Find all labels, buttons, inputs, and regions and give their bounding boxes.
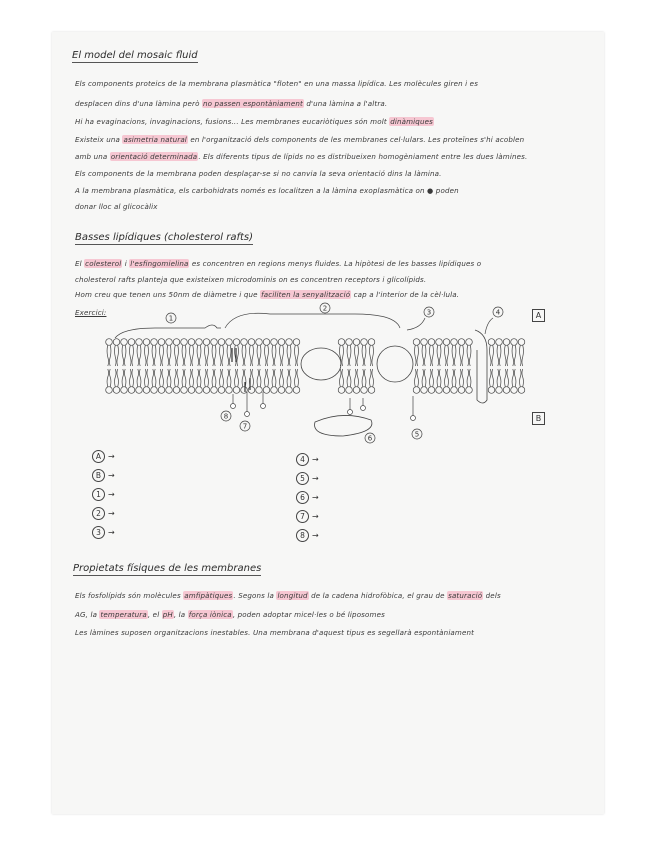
text-line: Els fosfolípids són molècules amfipàtiques. Segons la longitud de la cadena hidrofòbica, el grau de saturació dels <box>75 591 501 600</box>
phospholipid-head <box>421 387 428 394</box>
answer-row <box>296 510 319 523</box>
phospholipid-tail <box>220 345 224 366</box>
phospholipid-head <box>413 387 420 394</box>
phospholipid-head <box>503 339 510 346</box>
phospholipid-head <box>143 339 150 346</box>
text-line: A la membrana plasmàtica, els carbohidrats només es localitzen a la làmina exoplasmàtica on ● poden <box>75 186 459 195</box>
bracket-1 <box>115 325 221 338</box>
phospholipid-head <box>128 339 135 346</box>
phospholipid-tail <box>250 345 254 366</box>
phospholipid-head <box>203 339 210 346</box>
phospholipid-tail <box>370 345 374 366</box>
arrow-icon: → <box>108 490 115 499</box>
phospholipid-head <box>136 339 143 346</box>
phospholipid-tail <box>272 345 276 366</box>
phospholipid-head <box>496 387 503 394</box>
phospholipid-tail <box>122 345 126 366</box>
phospholipid-tail <box>212 369 216 387</box>
phospholipid-tail <box>107 369 111 387</box>
phospholipid-head <box>428 339 435 346</box>
phospholipid-head <box>458 339 465 346</box>
phospholipid-tail <box>460 345 464 366</box>
section-title-rafts: Basses lipídiques (cholesterol rafts) <box>75 232 254 243</box>
phospholipid-head <box>121 387 128 394</box>
callout-7: 7 <box>242 422 248 431</box>
callout-8: 8 <box>223 412 229 421</box>
phospholipid-head <box>226 387 233 394</box>
phospholipid-head <box>518 387 525 394</box>
phospholipid-head <box>241 387 248 394</box>
peripheral-protein <box>315 415 372 436</box>
phospholipid-head <box>271 339 278 346</box>
phospholipid-tail <box>422 369 426 387</box>
phospholipid-head <box>271 387 278 394</box>
phospholipid-head <box>196 339 203 346</box>
phospholipid-head <box>451 339 458 346</box>
phospholipid-tail <box>512 345 516 366</box>
phospholipid-tail <box>190 345 194 366</box>
phospholipid-head <box>361 387 368 394</box>
phospholipid-head <box>181 339 188 346</box>
text-line: Els components de la membrana poden desplaçar-se si no canvia la seva orientació dins la làmina. <box>75 169 442 178</box>
callout-6: 6 <box>367 434 373 443</box>
phospholipid-head <box>248 387 255 394</box>
phospholipid-tail <box>490 345 494 366</box>
phospholipid-tail <box>490 369 494 387</box>
phospholipid-tail <box>280 369 284 387</box>
phospholipid-tail <box>212 345 216 366</box>
answer-marker: 6 <box>296 491 309 504</box>
callout-5: 5 <box>414 430 420 439</box>
answer-row <box>92 526 115 539</box>
arrow-icon: → <box>312 455 319 464</box>
text-line: El colesterol i l'esfingomielina es concentren en regions menys fluides. La hipòtesi de les basses lipídiques o <box>75 259 482 268</box>
highlight: l'esfingomielina <box>130 259 189 268</box>
text-line: Les làmines suposen organitzacions inestables. Una membrana d'aquest tipus es segellarà espontàniament <box>75 628 475 637</box>
text-line: AG, la temperatura, el pH, la força iònica, poden adoptar micel·les o bé liposomes <box>75 610 385 619</box>
phospholipid-tail <box>227 369 231 387</box>
highlight: asimetria natural <box>123 135 187 144</box>
phospholipid-head <box>151 387 158 394</box>
answer-row <box>296 472 319 485</box>
phospholipid-tail <box>347 369 351 387</box>
answer-marker: 7 <box>296 510 309 523</box>
phospholipid-tail <box>415 345 419 366</box>
phospholipid-tail <box>107 345 111 366</box>
box-b: B <box>532 412 545 425</box>
phospholipid-tail <box>452 345 456 366</box>
phospholipid-tail <box>145 369 149 387</box>
phospholipid-head <box>158 339 165 346</box>
phospholipid-tail <box>205 369 209 387</box>
phospholipid-head <box>511 387 518 394</box>
arrow-icon: → <box>108 452 115 461</box>
phospholipid-head <box>233 387 240 394</box>
box-a: A <box>532 309 545 322</box>
highlight: dinàmiques <box>390 117 433 126</box>
phospholipid-head <box>211 387 218 394</box>
answer-marker: 8 <box>296 529 309 542</box>
phospholipid-tail <box>235 369 239 387</box>
phospholipid-tail <box>130 345 134 366</box>
phospholipid-head <box>203 387 210 394</box>
answer-marker: 5 <box>296 472 309 485</box>
phospholipid-head <box>166 387 173 394</box>
phospholipid-head <box>286 387 293 394</box>
phospholipid-tail <box>460 369 464 387</box>
phospholipid-head <box>436 387 443 394</box>
arrow-icon: → <box>312 493 319 502</box>
phospholipid-head <box>106 339 113 346</box>
phospholipid-tail <box>265 369 269 387</box>
phospholipid-head <box>136 387 143 394</box>
arrow-icon: → <box>108 528 115 537</box>
section-title-mosaic: El model del mosaic fluid <box>72 50 198 61</box>
phospholipid-head <box>113 387 120 394</box>
phospholipid-head <box>106 387 113 394</box>
phospholipid-tail <box>205 345 209 366</box>
phospholipid-head <box>353 387 360 394</box>
phospholipid-head <box>338 339 345 346</box>
answer-marker: B <box>92 469 105 482</box>
callout-4: 4 <box>495 308 501 317</box>
highlight: saturació <box>448 591 483 600</box>
answer-marker: A <box>92 450 105 463</box>
phospholipid-head <box>436 339 443 346</box>
callout-1: 1 <box>168 314 174 323</box>
phospholipid-head <box>443 339 450 346</box>
answer-row <box>296 491 319 504</box>
answer-row <box>92 488 115 501</box>
phospholipid-tail <box>295 345 299 366</box>
bracket-2 <box>225 313 400 328</box>
phospholipid-head <box>151 339 158 346</box>
phospholipid-tail <box>467 369 471 387</box>
text-line: desplacen dins d'una làmina però no passen espontàniament d'una làmina a l'altra. <box>75 99 388 108</box>
phospholipid-tail <box>287 369 291 387</box>
phospholipid-tail <box>137 369 141 387</box>
phospholipid-head <box>211 339 218 346</box>
phospholipid-tail <box>437 369 441 387</box>
phospholipid-head <box>121 339 128 346</box>
membrane-diagram <box>95 300 555 448</box>
text-line: Existeix una asimetria natural en l'organització dels components de les membranes cel·lulars. Les proteïnes s'hi acoblen <box>75 135 525 144</box>
answer-row <box>92 450 115 463</box>
phospholipid-tail <box>280 345 284 366</box>
phospholipid-tail <box>182 369 186 387</box>
phospholipid-head <box>173 339 180 346</box>
phospholipid-head <box>503 387 510 394</box>
text-line: donar lloc al glicocàlix <box>75 202 158 211</box>
phospholipid-tail <box>167 345 171 366</box>
answer-row <box>92 469 115 482</box>
phospholipid-head <box>338 387 345 394</box>
phospholipid-head <box>466 339 473 346</box>
phospholipid-tail <box>355 345 359 366</box>
phospholipid-tail <box>505 345 509 366</box>
phospholipid-tail <box>190 369 194 387</box>
phospholipid-tail <box>167 369 171 387</box>
highlight: colesterol <box>85 259 122 268</box>
highlight: temperatura <box>100 610 147 619</box>
answer-marker: 1 <box>92 488 105 501</box>
phospholipid-tail <box>175 345 179 366</box>
arrow-icon: → <box>108 471 115 480</box>
phospholipid-head <box>233 339 240 346</box>
phospholipid-tail <box>347 345 351 366</box>
phospholipid-tail <box>497 369 501 387</box>
answer-marker: 4 <box>296 453 309 466</box>
phospholipid-head <box>263 339 270 346</box>
answer-marker: 3 <box>92 526 105 539</box>
phospholipid-head <box>353 339 360 346</box>
phospholipid-tail <box>160 369 164 387</box>
phospholipid-head <box>488 387 495 394</box>
phospholipid-tail <box>340 369 344 387</box>
phospholipid-tail <box>115 369 119 387</box>
phospholipid-head <box>488 339 495 346</box>
answer-row <box>296 453 319 466</box>
section-title-properties: Propietats físiques de les membranes <box>73 563 262 574</box>
phospholipid-tail <box>415 369 419 387</box>
phospholipid-tail <box>242 345 246 366</box>
phospholipid-head <box>143 387 150 394</box>
answer-row <box>296 529 319 542</box>
phospholipid-tail <box>272 369 276 387</box>
phospholipid-head <box>293 339 300 346</box>
phospholipid-tail <box>220 369 224 387</box>
phospholipid-tail <box>467 345 471 366</box>
exercise-label: Exercici: <box>75 308 107 317</box>
phospholipid-head <box>458 387 465 394</box>
phospholipid-head <box>421 339 428 346</box>
phospholipid-head <box>361 339 368 346</box>
phospholipid-tail <box>197 345 201 366</box>
highlight: orientació determinada <box>110 152 198 161</box>
phospholipid-tail <box>430 369 434 387</box>
phospholipid-head <box>451 387 458 394</box>
text-line: Hom creu que tenen uns 50nm de diàmetre i que faciliten la senyalització cap a l'interior de la cèl·lula. <box>75 290 460 299</box>
phospholipid-head <box>188 387 195 394</box>
phospholipid-tail <box>340 345 344 366</box>
phospholipid-head <box>286 339 293 346</box>
protein <box>377 346 413 382</box>
arrow-icon: → <box>312 531 319 540</box>
phospholipid-head <box>278 387 285 394</box>
phospholipid-tail <box>257 345 261 366</box>
phospholipid-tail <box>512 369 516 387</box>
phospholipid-tail <box>355 369 359 387</box>
phospholipid-tail <box>152 369 156 387</box>
phospholipid-head <box>466 387 473 394</box>
phospholipid-head <box>196 387 203 394</box>
phospholipid-head <box>241 339 248 346</box>
phospholipid-tail <box>152 345 156 366</box>
phospholipid-head <box>188 339 195 346</box>
phospholipid-head <box>113 339 120 346</box>
phospholipid-tail <box>520 369 524 387</box>
text-line: cholesterol rafts planteja que existeixen microdominis on es concentren receptors i glicolípids. <box>75 275 427 284</box>
phospholipid-tail <box>122 369 126 387</box>
phospholipid-tail <box>437 345 441 366</box>
phospholipid-tail <box>137 345 141 366</box>
phospholipid-head <box>181 387 188 394</box>
phospholipid-tail <box>257 369 261 387</box>
phospholipid-tail <box>362 345 366 366</box>
arrow-icon: → <box>312 474 319 483</box>
phospholipid-tail <box>197 369 201 387</box>
phospholipid-tail <box>175 369 179 387</box>
phospholipid-head <box>293 387 300 394</box>
answer-marker: 2 <box>92 507 105 520</box>
text-line: amb una orientació determinada. Els diferents tipus de lípids no es distribueixen homogèniament entre les dues làmines. <box>75 152 528 161</box>
phospholipid-tail <box>227 345 231 366</box>
phospholipid-head <box>256 387 263 394</box>
phospholipid-tail <box>182 345 186 366</box>
arrow-icon: → <box>108 509 115 518</box>
phospholipid-tail <box>452 369 456 387</box>
phospholipid-head <box>413 339 420 346</box>
callout-3: 3 <box>426 308 432 317</box>
phospholipid-tail <box>445 345 449 366</box>
phospholipid-tail <box>287 345 291 366</box>
phospholipid-tail <box>520 345 524 366</box>
highlight: faciliten la senyalització <box>261 290 351 299</box>
phospholipid-head <box>518 339 525 346</box>
protein <box>475 330 487 403</box>
protein <box>301 348 341 380</box>
phospholipid-tail <box>445 369 449 387</box>
phospholipid-head <box>278 339 285 346</box>
phospholipid-tail <box>422 345 426 366</box>
phospholipid-tail <box>130 369 134 387</box>
phospholipid-head <box>368 339 375 346</box>
phospholipid-tail <box>370 369 374 387</box>
phospholipid-tail <box>497 345 501 366</box>
phospholipid-tail <box>505 369 509 387</box>
phospholipid-head <box>158 387 165 394</box>
phospholipid-tail <box>265 345 269 366</box>
phospholipid-head <box>263 387 270 394</box>
phospholipid-head <box>248 339 255 346</box>
phospholipid-head <box>128 387 135 394</box>
phospholipid-head <box>511 339 518 346</box>
callout-2: 2 <box>322 304 328 313</box>
phospholipid-tail <box>160 345 164 366</box>
phospholipid-head <box>368 387 375 394</box>
highlight: força iònica <box>188 610 232 619</box>
phospholipid-head <box>443 387 450 394</box>
phospholipid-tail <box>145 345 149 366</box>
highlight: amfipàtiques <box>184 591 233 600</box>
phospholipid-head <box>166 339 173 346</box>
phospholipid-head <box>496 339 503 346</box>
phospholipid-head <box>346 387 353 394</box>
phospholipid-head <box>218 339 225 346</box>
answer-row <box>92 507 115 520</box>
text-line: Hi ha evaginacions, invaginacions, fusions... Les membranes eucariòtiques són molt dinàmiques <box>75 117 433 126</box>
phospholipid-tail <box>430 345 434 366</box>
phospholipid-head <box>173 387 180 394</box>
phospholipid-head <box>256 339 263 346</box>
phospholipid-tail <box>362 369 366 387</box>
text-line: Els components proteics de la membrana plasmàtica "floten" en una massa lipídica. Les molècules giren i es <box>75 79 479 88</box>
phospholipid-tail <box>115 345 119 366</box>
highlight: no passen espontàniament <box>203 99 303 108</box>
arrow-icon: → <box>312 512 319 521</box>
phospholipid-head <box>218 387 225 394</box>
highlight: pH <box>162 610 173 619</box>
highlight: longitud <box>277 591 308 600</box>
phospholipid-tail <box>295 369 299 387</box>
phospholipid-head <box>226 339 233 346</box>
phospholipid-head <box>428 387 435 394</box>
phospholipid-head <box>346 339 353 346</box>
